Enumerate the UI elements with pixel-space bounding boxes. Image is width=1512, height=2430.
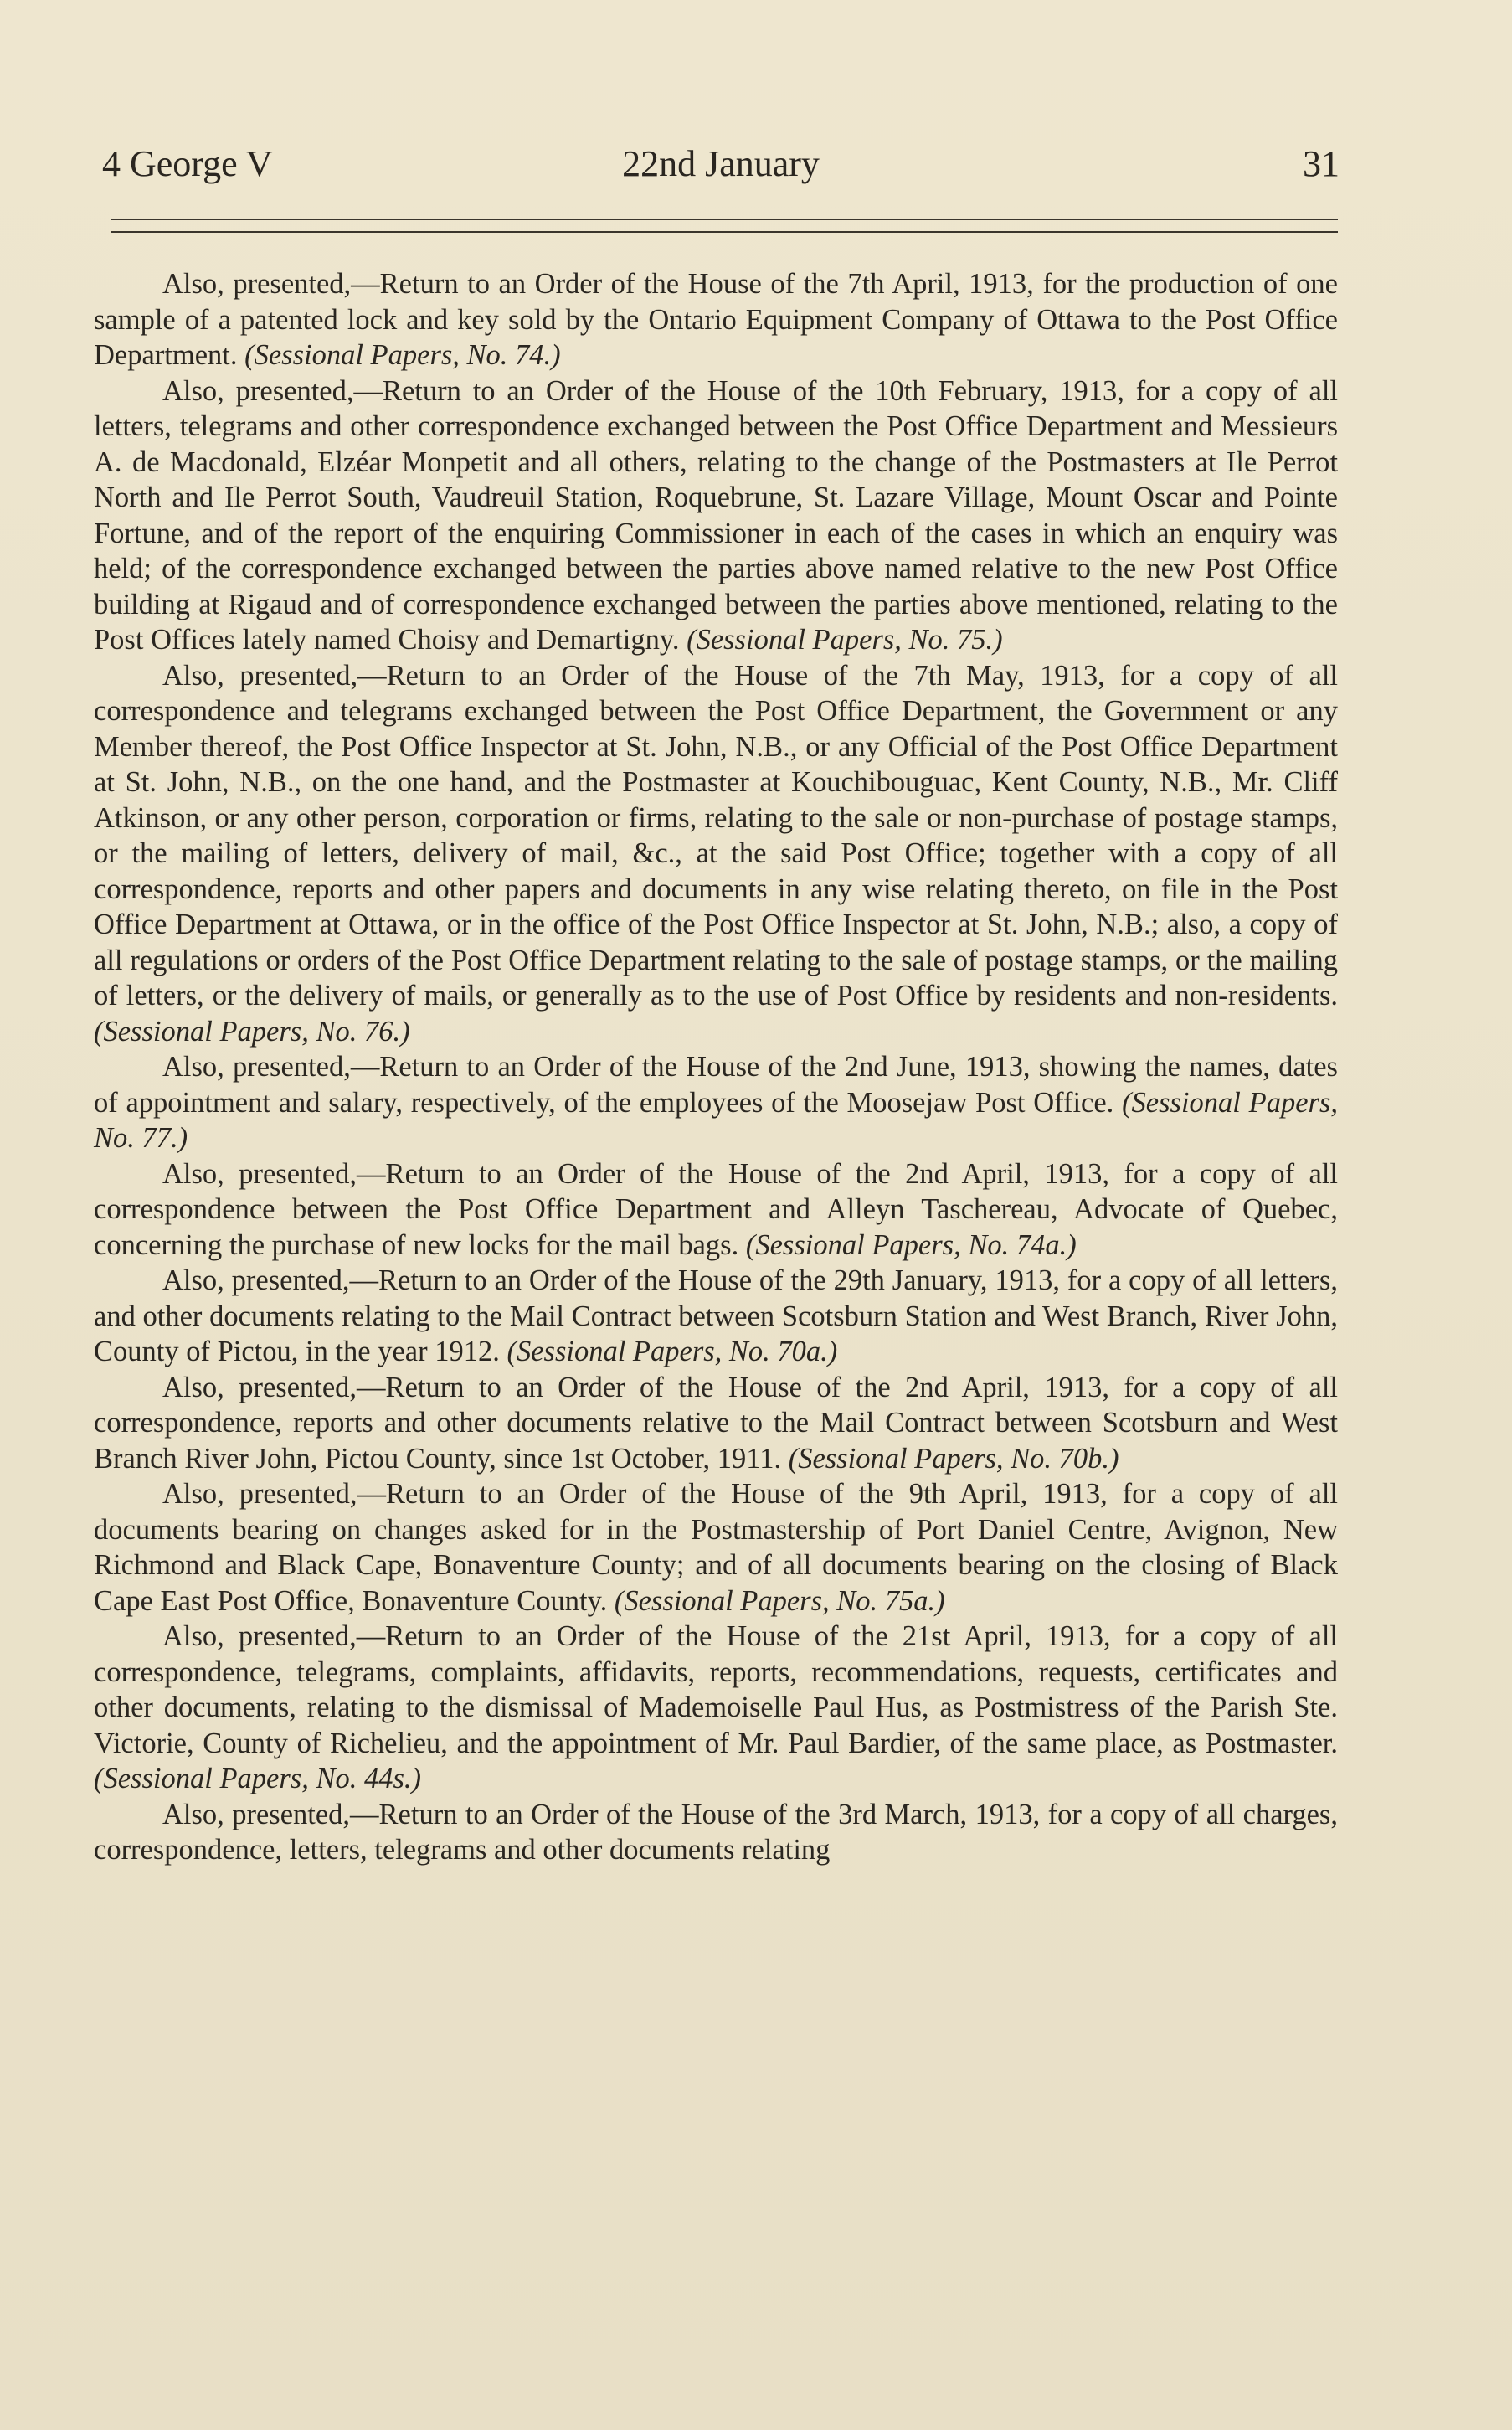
page-number: 31 <box>1303 143 1340 184</box>
paragraph <box>94 658 1338 1050</box>
paragraph-text: Also, presented,—Return to an Order of the House of the 29th January, 1913, for a copy of all letters, and other documents relating to the Mail Contract between Scotsburn Station and West Branch, River John, County of Pictou, in the year 1912. <box>94 1264 1338 1367</box>
running-head-regnal-year: 4 George V <box>102 143 273 184</box>
sessional-paper-reference: (Sessional Papers, No. 75.) <box>687 624 1003 656</box>
paragraph-text: Also, presented,—Return to an Order of the House of the 7th April, 1913, for the production of one sample of a patented lock and key sold by the Ontario Equipment Company of Ottawa to the Post Office Department. <box>94 268 1338 371</box>
sessional-paper-reference: (Sessional Papers, No. 75a.) <box>614 1584 945 1617</box>
sessional-paper-reference: (Sessional Papers, No. 74.) <box>244 339 561 371</box>
paragraph <box>94 266 1338 373</box>
paragraph <box>94 1370 1338 1477</box>
journal-body <box>94 266 1338 1868</box>
paragraph-text: Also, presented,—Return to an Order of the House of the 21st April, 1913, for a copy of all correspondence, telegrams, complaints, affidavits, reports, recommendations, requests, certificates and other documents, relating to the dismissal of Mademoiselle Paul Hus, as Postmistress of the Parish Ste. Victorie, County of Richelieu, and the appointment of Mr. Paul Bardier, of the same place, as Postmaster. <box>94 1620 1338 1759</box>
sessional-paper-reference: (Sessional Papers, No. 44s.) <box>94 1763 421 1794</box>
sessional-paper-reference: (Sessional Papers, No. 77.) <box>94 1086 1338 1154</box>
sessional-paper-reference: (Sessional Papers, No. 70a.) <box>507 1336 838 1367</box>
paragraph <box>94 1619 1338 1797</box>
paragraph-text: Also, presented,—Return to an Order of the House of the 2nd April, 1913, for a copy of all correspondence between the Post Office Department and Alleyn Taschereau, Advocate of Quebec, concerning the purchase of new locks for the mail bags. <box>94 1157 1338 1261</box>
paragraph <box>94 1049 1338 1156</box>
sessional-paper-reference: (Sessional Papers, No. 74a.) <box>745 1228 1077 1261</box>
paragraph-text: Also, presented,—Return to an Order of the House of the 2nd April, 1913, for a copy of all correspondence, reports and other documents relative to the Mail Contract between Scotsburn and West Branch River John, Pictou County, since 1st October, 1911. <box>94 1371 1338 1475</box>
header-rule-top <box>111 219 1338 220</box>
paragraph <box>94 1156 1338 1264</box>
paragraph-text: Also, presented,—Return to an Order of the House of the 9th April, 1913, for a copy of all documents bearing on changes asked for in the Postmastership of Port Daniel Centre, Avignon, New Richmond and Black Cape, Bonaventure County; and of all documents bearing on the closing of Black Cape East Post Office, Bonaventure County. <box>94 1478 1338 1617</box>
paragraph-text: Also, presented,—Return to an Order of the House of the 10th February, 1913, for a copy of all letters, telegrams and other correspondence exchanged between the Post Office Department and Messieurs A. de Macdonald, Elzéar Monpetit and all others, relating to the change of the Postmasters at Ile Perrot North and Ile Perrot South, Vaudreuil Station, Roquebrune, St. Lazare Village, Mount Oscar and Pointe Fortune, and of the report of the enquiring Commissioner in each of the cases in which an enquiry was held; of the correspondence exchanged between the parties above named relative to the new Post Office building at Rigaud and of correspondence exchanged between the parties above mentioned, relating to the Post Offices lately named Choisy and Demartigny. <box>94 374 1338 656</box>
paragraph-text: Also, presented,—Return to an Order of the House of the 2nd June, 1913, showing the names, dates of appointment and salary, respectively, of the employees of the Moosejaw Post Office. <box>94 1051 1338 1119</box>
paragraph-text: Also, presented,—Return to an Order of the House of the 7th May, 1913, for a copy of all correspondence and telegrams exchanged between the Post Office Department, the Government or any Member thereof, the Post Office Inspector at St. John, N.B., or any Official of the Post Office Department at St. John, N.B., on the one hand, and the Postmaster at Kouchibouguac, Kent County, N.B., Mr. Cliff Atkinson, or any other person, corporation or firms, relating to the sale or non-purchase of postage stamps, or the mailing of letters, delivery of mail, &c., at the said Post Office; together with a copy of all correspondence, reports and other papers and documents in any wise relating thereto, on file in the Post Office Department at Ottawa, or in the office of the Post Office Inspector at St. John, N.B.; also, a copy of all regulations or orders of the Post Office Department relating to the sale of postage stamps, or the mailing of letters, or the delivery of mails, or generally as to the use of Post Office by residents and non-residents. <box>94 659 1338 1012</box>
paragraph <box>94 373 1338 658</box>
running-head-date: 22nd January <box>622 143 820 184</box>
header-rule-bottom <box>111 231 1338 233</box>
paragraph <box>94 1797 1338 1868</box>
paragraph <box>94 1263 1338 1370</box>
paragraph <box>94 1476 1338 1619</box>
sessional-paper-reference: (Sessional Papers, No. 70b.) <box>788 1442 1119 1475</box>
running-head <box>102 139 1340 189</box>
paragraph-text: Also, presented,—Return to an Order of the House of the 3rd March, 1913, for a copy of all charges, correspondence, letters, telegrams and other documents relating <box>94 1798 1338 1866</box>
sessional-paper-reference: (Sessional Papers, No. 76.) <box>94 1015 410 1048</box>
